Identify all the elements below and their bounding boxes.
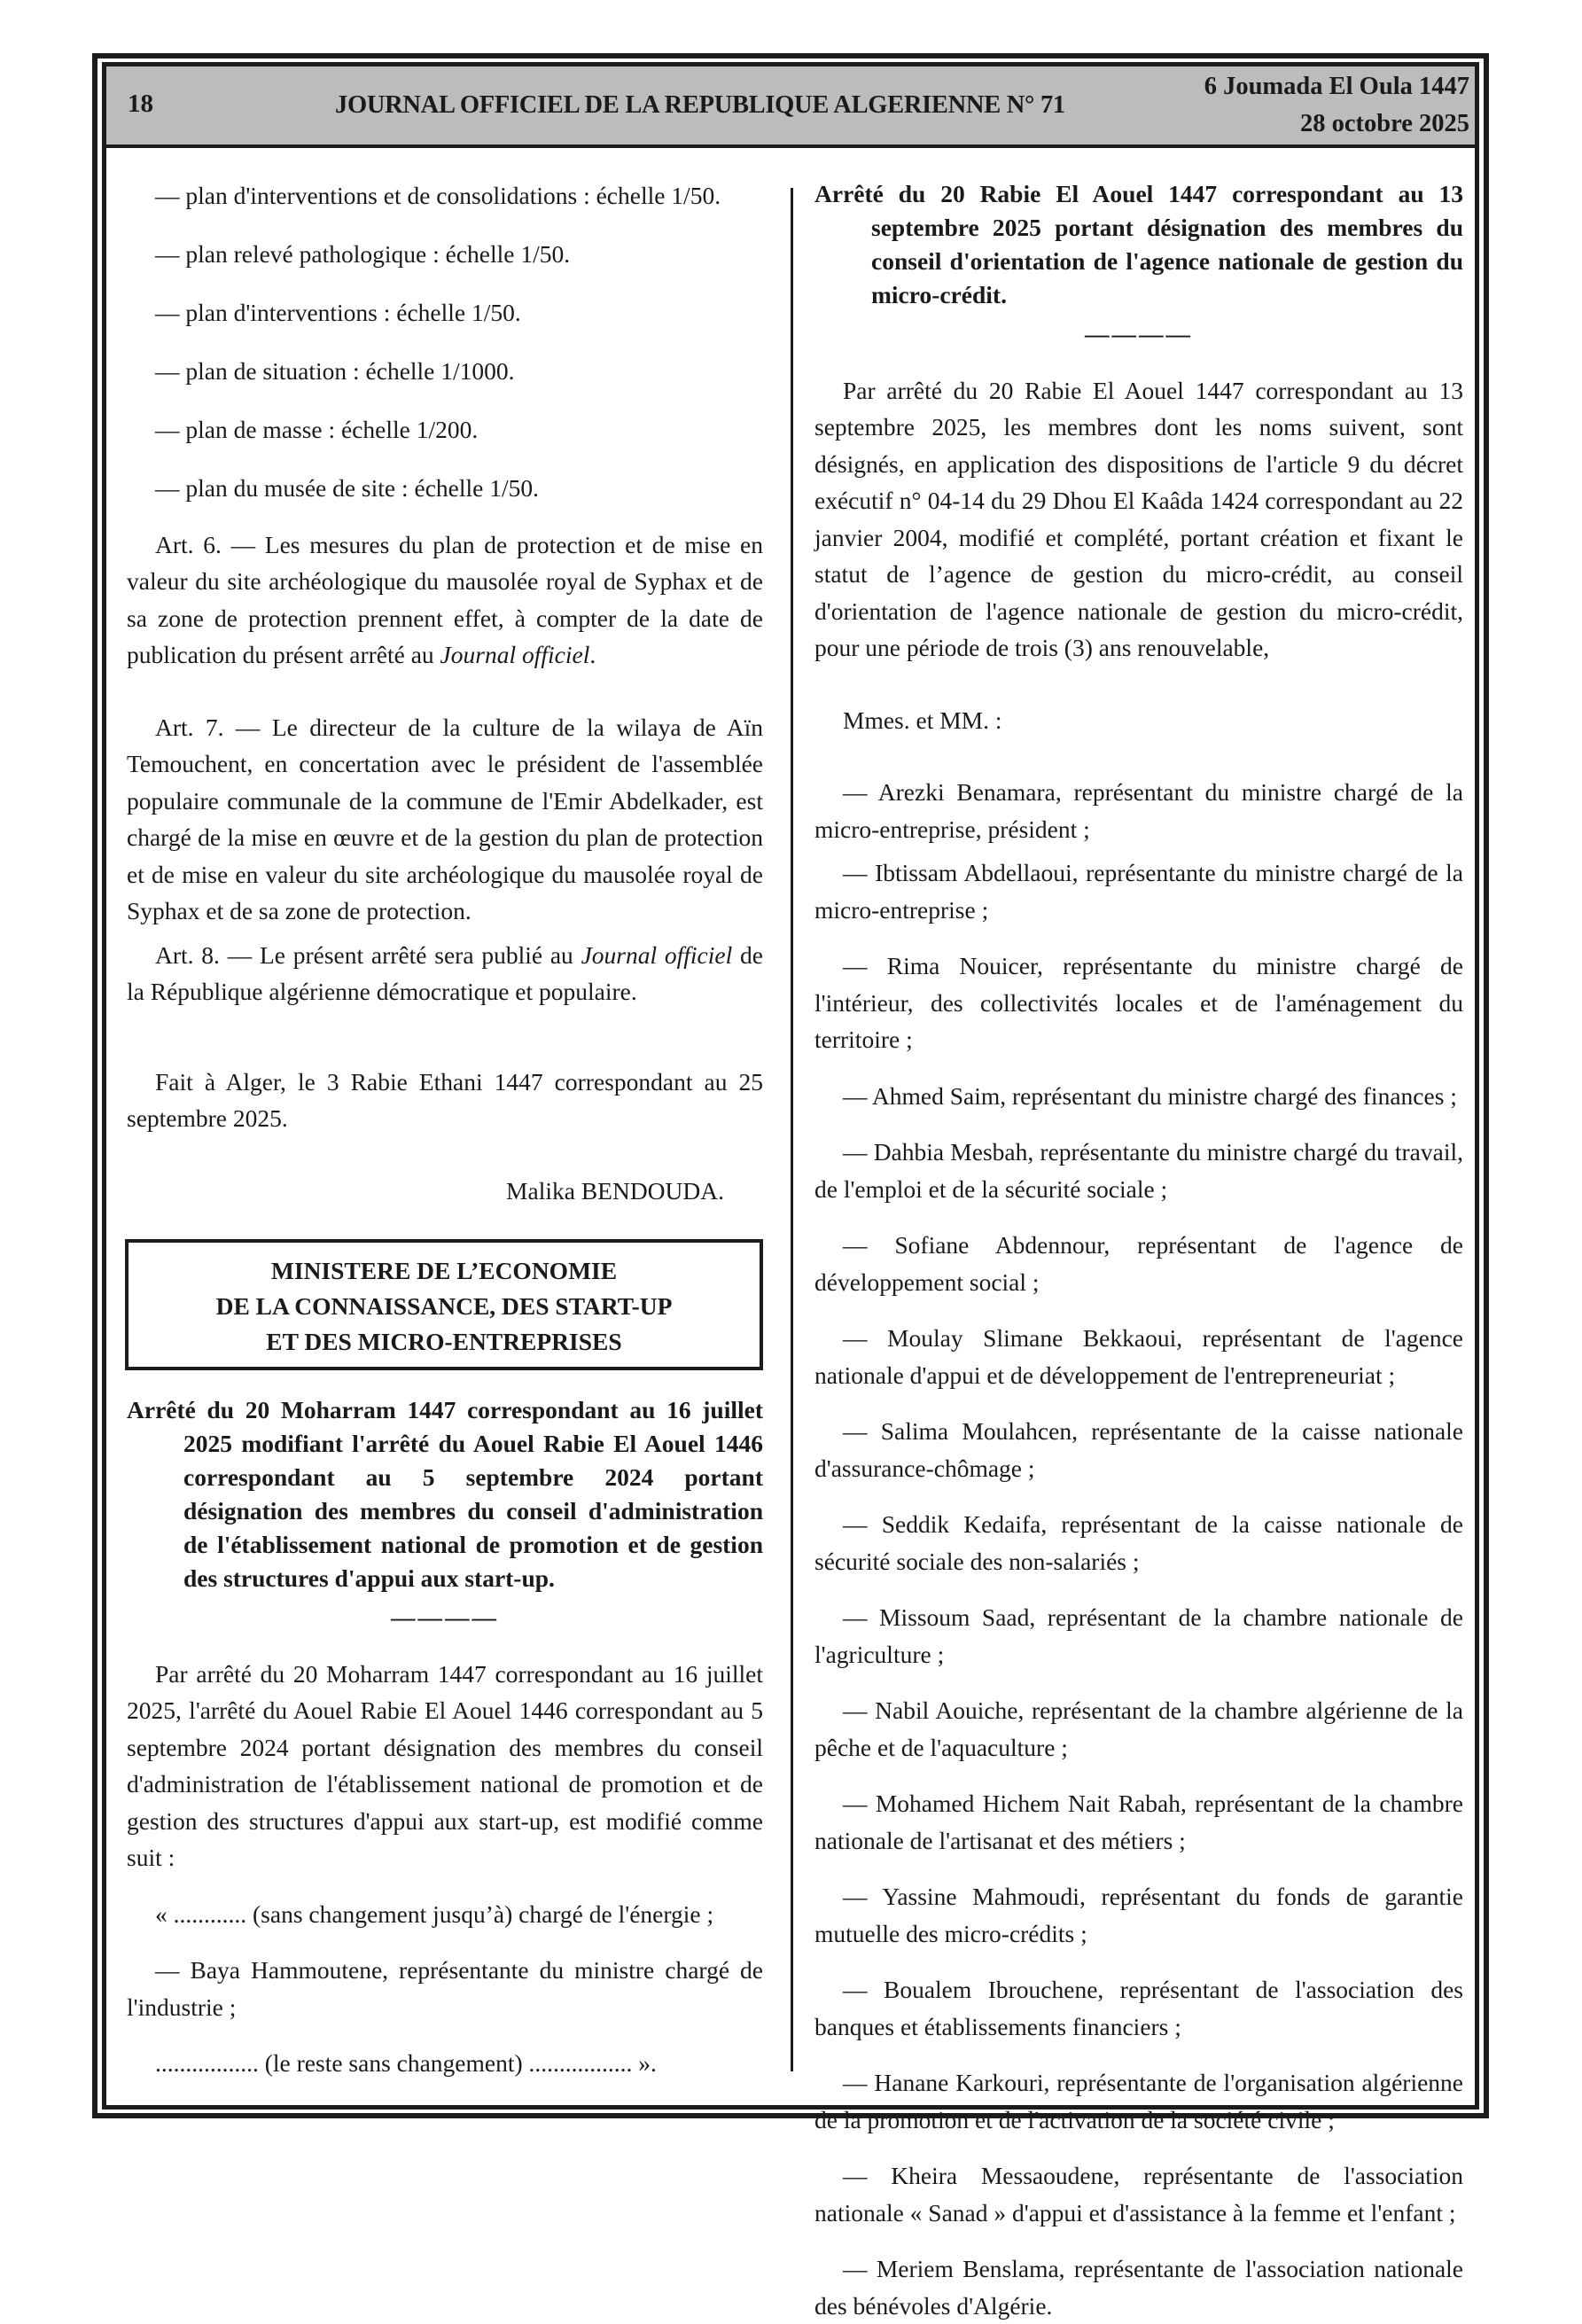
member-entry: — Baya Hammoutene, représentante du ministre chargé de l'industrie ; <box>127 1956 763 2021</box>
hijri-date: 6 Joumada El Oula 1447 <box>1204 73 1469 100</box>
arrete-body: Par arrêté du 20 Moharram 1447 correspondant au 16 juillet 2025, l'arrêté du Aouel Rabie El Aouel 1446 correspondant au 5 septembre 2024 portant désignation des membres du conseil d'administration de l'établissement national de promotion et de gestion des structures d'appui aux start-up, est modifié comme suit : <box>127 1659 763 1871</box>
issue-date <box>1204 68 1469 143</box>
ministry-heading-box <box>125 1239 763 1370</box>
member-entry: — Arezki Benamara, représentant du ministre chargé de la micro-entreprise, président ; <box>814 778 1463 843</box>
member-entry: — Salima Moulahcen, représentante de la caisse nationale d'assurance-chômage ; <box>814 1417 1463 1482</box>
member-entry: — Yassine Mahmoudi, représentant du fonds de garantie mutuelle des micro-crédits ; <box>814 1883 1463 1947</box>
journal-officiel-ref: Journal officiel <box>440 641 590 668</box>
gregorian-date: 28 octobre 2025 <box>1299 110 1469 137</box>
left-column <box>127 177 763 2082</box>
plan-item: — plan du musée de site : échelle 1/50. <box>155 474 540 502</box>
right-column <box>814 177 1463 2324</box>
plan-item: — plan d'interventions et de consolidations : échelle 1/50. <box>155 182 721 209</box>
member-entry: — Sofiane Abdennour, représentant de l'agence de développement social ; <box>814 1231 1463 1296</box>
plan-item: — plan d'interventions : échelle 1/50. <box>155 299 521 326</box>
member-entry: — Boualem Ibrouchene, représentant de l'association des banques et établissements financiers ; <box>814 1976 1463 2040</box>
journal-header <box>106 66 1475 148</box>
journal-officiel-ref: Journal officiel <box>581 940 733 969</box>
ministry-line: DE LA CONNAISSANCE, DES START-UP <box>215 1292 673 1320</box>
member-entry: — Seddik Kedaifa, représentant de la caisse nationale de sécurité sociale des non-salariés ; <box>814 1510 1463 1575</box>
member-entry: — Missoum Saad, représentant de la chambre nationale de l'agriculture ; <box>814 1603 1463 1668</box>
member-entry: — Nabil Aouiche, représentant de la chambre algérienne de la pêche et de l'aquaculture ; <box>814 1696 1463 1761</box>
fait-a-alger: Fait à Alger, le 3 Rabie Ethani 1447 correspondant au 25 septembre 2025. <box>127 1067 763 1132</box>
plan-item: — plan de situation : échelle 1/1000. <box>155 357 515 385</box>
member-entry: — Ibtissam Abdellaoui, représentante du ministre chargé de la micro-entreprise ; <box>814 859 1463 924</box>
article-8: Art. 8. — Le présent arrêté sera publié au Journal officiel de la République algérienne démocratique et populaire. <box>127 940 763 1005</box>
separator: ———— <box>391 1603 499 1631</box>
signature: Malika BENDOUDA. <box>506 1176 724 1205</box>
separator: ———— <box>1085 320 1193 347</box>
member-entry: — Meriem Benslama, représentante de l'association nationale des bénévoles d'Algérie. <box>814 2255 1463 2320</box>
arrete-title: Arrêté du 20 Moharram 1447 correspondant au 16 juillet 2025 modifiant l'arrêté du Aouel Rabie El Aouel 1446 correspondant au 5 septembre 2024 portant désignation des membres du conseil d'administration de l'établissement national de promotion et de gestion des structures d'appui aux start-up. <box>127 1396 763 1592</box>
plan-item: — plan relevé pathologique : échelle 1/50. <box>155 240 571 268</box>
page-number: 18 <box>128 90 153 118</box>
member-entry: — Ahmed Saim, représentant du ministre chargé des finances ; <box>843 1081 1457 1110</box>
column-divider <box>791 188 793 2071</box>
ministry-line: ET DES MICRO-ENTREPRISES <box>266 1328 622 1355</box>
plan-item: — plan de masse : échelle 1/200. <box>155 416 479 443</box>
journal-title: JOURNAL OFFICIEL DE LA REPUBLIQUE ALGERIENNE N° 71 <box>335 91 1065 119</box>
arrete-body: Par arrêté du 20 Rabie El Aouel 1447 correspondant au 13 septembre 2025, les membres dont les noms suivent, sont désignés, en application des dispositions de l'article 9 du décret exécutif n° 04-14 du 29 Dhou El Kaâda 1424 correspondant au 22 janvier 2004, modifié et complété, portant création et fixant le statut de l’agence de gestion du micro-crédit, au conseil d'orientation de l'agence nationale de gestion du micro-crédit, pour une période de trois (3) ans renouvelable, <box>814 376 1463 661</box>
member-entry: — Moulay Slimane Bekkaoui, représentant de l'agence nationale d'appui et de développement de l'entrepreneuriat ; <box>814 1324 1463 1389</box>
member-entry: — Hanane Karkouri, représentante de l'organisation algérienne de la promotion et de l'activation de la société civile ; <box>814 2069 1463 2133</box>
member-entry: — Kheira Messaoudene, représentante de l'association nationale « Sanad » d'appui et d'assistance à la femme et l'enfant ; <box>814 2162 1463 2227</box>
member-entry: — Rima Nouicer, représentante du ministre chargé de l'intérieur, des collectivités locales et de l'aménagement du territoire ; <box>814 952 1463 1053</box>
salutation: Mmes. et MM. : <box>843 706 1002 734</box>
quote-start: « ............ (sans changement jusqu’à) chargé de l'énergie ; <box>155 1899 714 1928</box>
quote-end: ................. (le reste sans changement) ................. ». <box>155 2049 657 2077</box>
member-entry: — Dahbia Mesbah, représentante du ministre chargé du travail, de l'emploi et de la sécurité sociale ; <box>814 1138 1463 1203</box>
article-7: Art. 7. — Le directeur de la culture de la wilaya de Aïn Temouchent, en concertation avec le président de l'assemblée populaire communale de la commune de l'Emir Abdelkader, est chargé de la mise en œuvre et de la gestion du plan de protection et de mise en valeur du site archéologique du mausolée royal de Syphax et de sa zone de protection. <box>127 713 763 924</box>
arrete-title: Arrêté du 20 Rabie El Aouel 1447 correspondant au 13 septembre 2025 portant désignation des membres du conseil d'orientation de l'agence nationale de gestion du micro-crédit. <box>814 180 1463 308</box>
member-entry: — Mohamed Hichem Nait Rabah, représentant de la chambre nationale de l'artisanat et des métiers ; <box>814 1790 1463 1854</box>
ministry-line: MINISTERE DE L’ECONOMIE <box>270 1257 618 1284</box>
article-6: Art. 6. — Les mesures du plan de protection et de mise en valeur du site archéologique du mausolée royal de Syphax et de sa zone de protection prennent effet, à compter de la date de publication du présent arrêté au Journal officiel. <box>127 530 763 668</box>
